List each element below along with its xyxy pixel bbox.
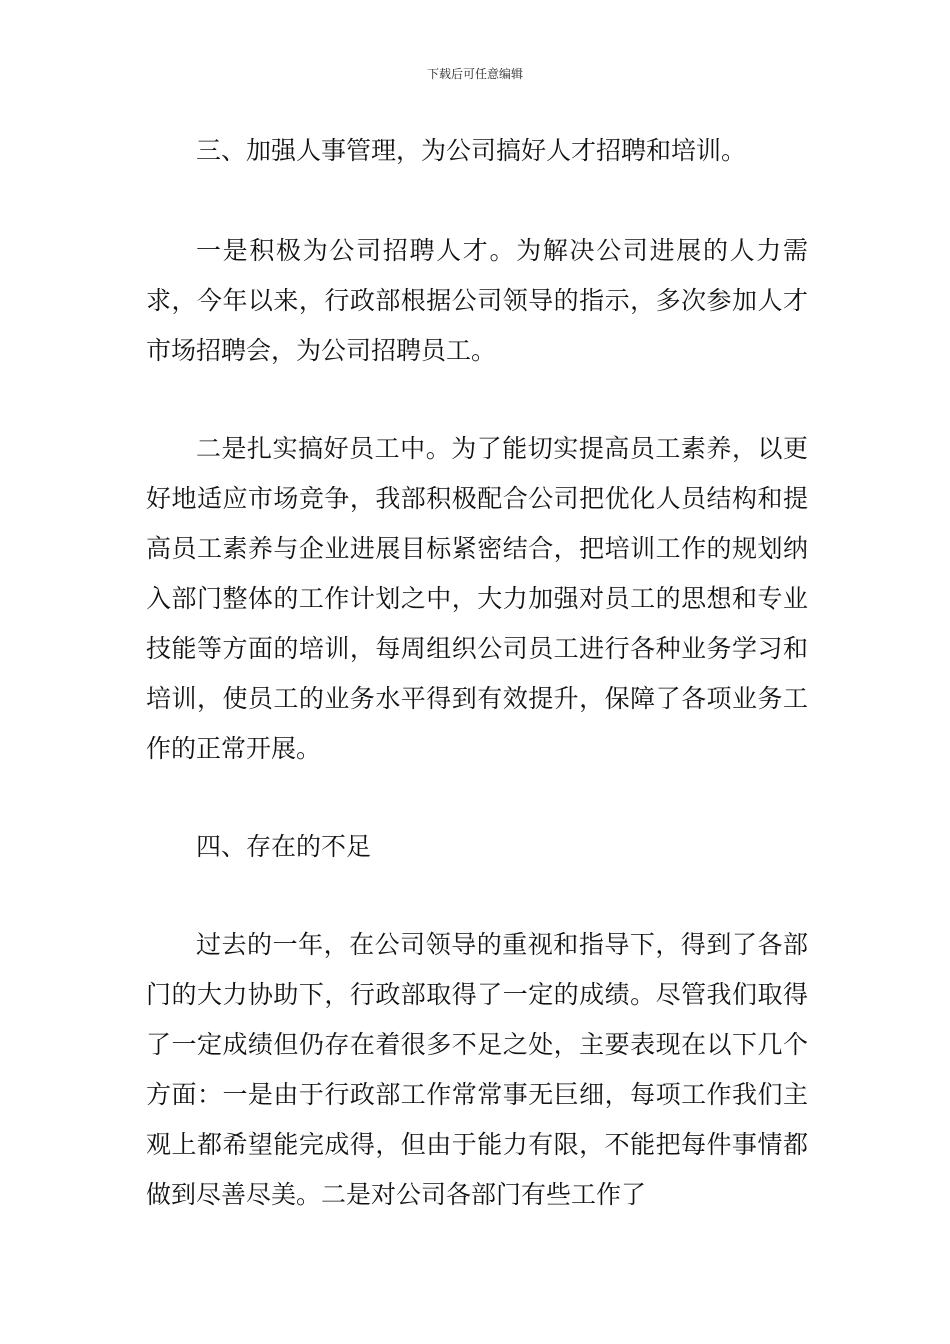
paragraph-shortcomings: 过去的一年，在公司领导的重视和指导下，得到了各部门的大力协助下，行政部取得了一定的成绩。尽管我们取得了一定成绩但仍存在着很多不足之处，主要表现在以下几个方面：一是由于行政部工作常常事无巨细，每项工作我们主观上都希望能完成得，但由于能力有限，不能把每件事情都做到尽善尽美。二是对公司各部门有些工作了	[146, 930, 808, 1209]
paragraph-training: 二是扎实搞好员工中。为了能切实提高员工素养，以更好地适应市场竞争，我部积极配合公司把优化人员结构和提高员工素养与企业进展目标紧密结合，把培训工作的规划纳入部门整体的工作计划之中，大力加强对员工的思想和专业技能等方面的培训，每周组织公司员工进行各种业务学习和培训，使员工的业务水平得到有效提升，保障了各项业务工作的正常开展。	[146, 434, 808, 763]
page-header: 下载后可任意编辑	[426, 67, 523, 81]
section-heading-hr-management: 三、加强人事管理，为公司搞好人才招聘和培训。	[196, 136, 747, 165]
section-heading-shortcomings: 四、存在的不足	[196, 832, 372, 861]
paragraph-recruitment: 一是积极为公司招聘人才。为解决公司进展的人力需求，今年以来，行政部根据公司领导的指示，多次参加人才市场招聘会，为公司招聘员工。	[146, 236, 808, 365]
